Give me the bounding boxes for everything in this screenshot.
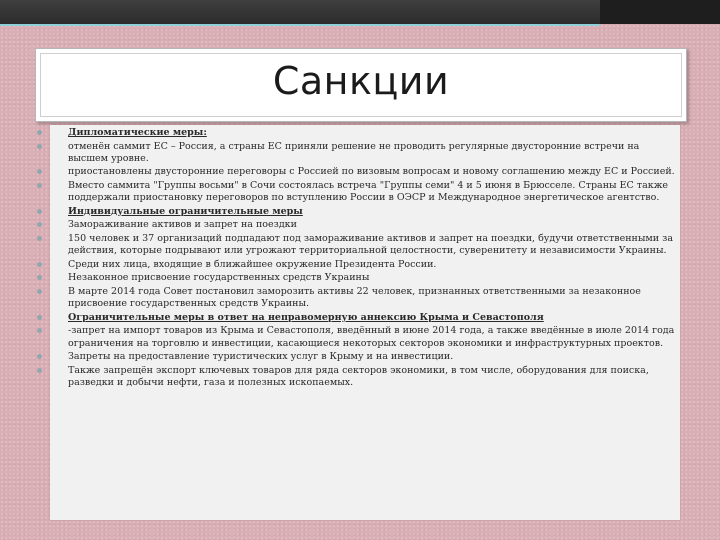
bullet-item — [50, 286, 680, 310]
bullet-dot-icon — [37, 315, 42, 320]
top-bar-dark-segment — [600, 0, 720, 24]
bullet-heading — [50, 312, 680, 324]
bullet-item — [50, 259, 680, 271]
bullet-item — [50, 166, 680, 178]
bullet-dot-icon — [37, 144, 42, 149]
bullet-dot-icon — [37, 236, 42, 241]
bullet-list — [50, 125, 680, 389]
top-accent-line — [0, 24, 600, 26]
bullet-dot-icon — [37, 222, 42, 227]
bullet-text: -запрет на импорт товаров из Крыма и Севастополя, введённый в июне 2014 года, а также введённые в июле 2014 года ограничения на торговлю и инвестиции, касающиеся некоторых секторов экономики и инфраструктурных проектов. — [68, 325, 675, 349]
bullet-dot-icon — [37, 275, 42, 280]
bullet-text: Замораживание активов и запрет на поездки — [68, 219, 297, 231]
bullet-text: Среди них лица, входящие в ближайшее окружение Президента России. — [68, 258, 437, 270]
bullet-text: отменён саммит ЕС – Россия, а страны ЕС приняли решение не проводить регулярные двусторонние встречи на высшем уровне. — [68, 140, 640, 164]
bullet-item — [50, 233, 680, 257]
bullet-text: Вместо саммита "Группы восьми" в Сочи состоялась встреча "Группы семи" 4 и 5 июня в Брюсселе. Страны ЕС также поддержали приостановку переговоров по вступлению России в ОЭСР и Международное энергетическое агентство. — [68, 179, 669, 204]
bullet-dot-icon — [37, 289, 42, 294]
bullet-dot-icon — [37, 169, 42, 174]
bullet-dot-icon — [37, 130, 42, 135]
bullet-text: приостановлены двусторонние переговоры с Россией по визовым вопросам и новому соглашению между ЕС и Россией. — [68, 166, 675, 178]
bullet-item — [50, 141, 680, 165]
bullet-dot-icon — [37, 328, 42, 333]
bullet-text: Также запрещён экспорт ключевых товаров для ряда секторов экономики, в том числе, оборудования для поиска, разведки и добычи нефти, газа и полезных ископаемых. — [68, 364, 649, 388]
bullet-text: Индивидуальные ограничительные меры — [68, 205, 303, 217]
title-box — [35, 48, 687, 122]
bullet-text: Запреты на предоставление туристических услуг в Крыму и на инвестиции. — [68, 351, 454, 363]
bullet-item — [50, 272, 680, 284]
bullet-text: 150 человек и 37 организаций подпадают под замораживание активов и запрет на поездки, будучи ответственными за действия, которые подрывают или угрожают территориальной целостности, суверенитету и независимости Украины. — [68, 232, 674, 257]
bullet-item — [50, 180, 680, 204]
bullet-text: Ограничительные меры в ответ на неправомерную аннексию Крыма и Севастополя — [68, 311, 544, 323]
bullet-text: Незаконное присвоение государственных средств Украины — [68, 272, 370, 284]
top-bar — [0, 0, 720, 24]
bullet-dot-icon — [37, 354, 42, 359]
bullet-item — [50, 351, 680, 363]
bullet-dot-icon — [37, 183, 42, 188]
bullet-text: В марте 2014 года Совет постановил заморозить активы 22 человек, признанных ответственными за незаконное присвоение государственных средств Украины. — [68, 285, 641, 310]
bullet-item — [50, 365, 680, 389]
content-panel — [50, 125, 680, 520]
bullet-text: Дипломатические меры: — [68, 127, 207, 138]
bullet-item — [50, 219, 680, 231]
bullet-item — [50, 325, 680, 349]
bullet-heading — [50, 206, 680, 218]
bullet-dot-icon — [37, 262, 42, 267]
bullet-dot-icon — [37, 209, 42, 214]
bullet-heading — [50, 127, 680, 139]
bullet-dot-icon — [37, 368, 42, 373]
slide-title: Санкции — [272, 59, 450, 103]
